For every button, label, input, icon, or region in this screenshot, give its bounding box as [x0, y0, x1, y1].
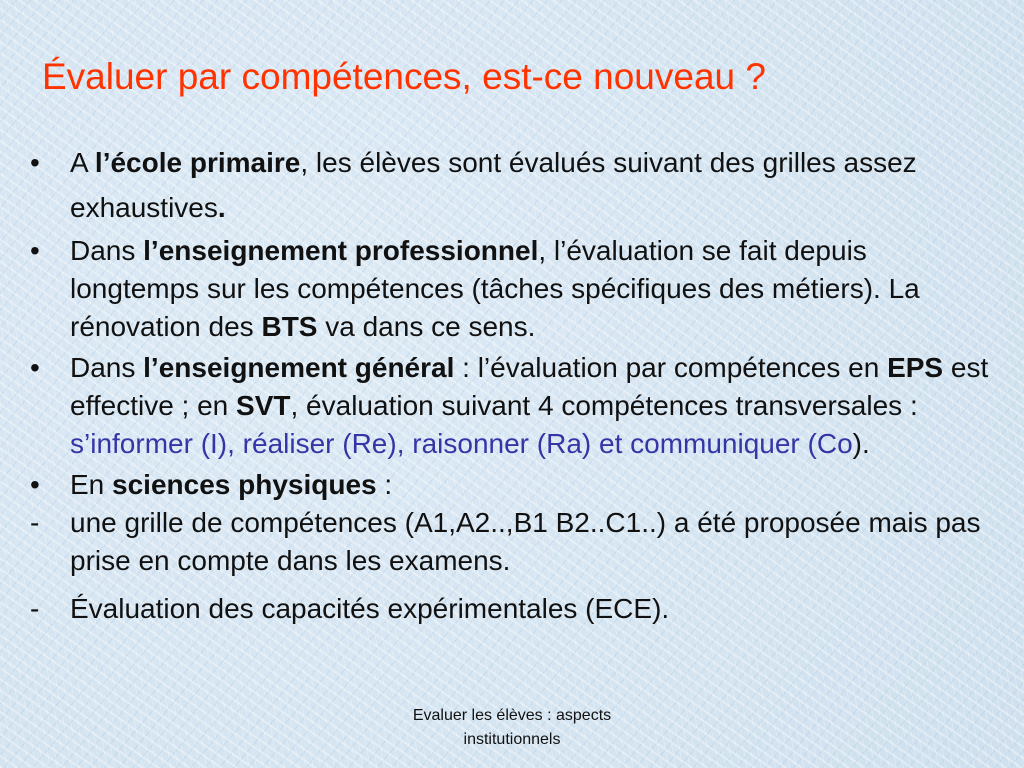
bullet-text — [70, 140, 990, 230]
bullet-marker: • — [30, 147, 40, 178]
slide-footer — [372, 704, 652, 752]
dash-text: une grille de compétences (A1,A2..,B1 B2..C1..) a été proposée mais pas prise en compte dans les examens. — [70, 507, 981, 576]
bullet-text — [70, 232, 990, 346]
text-run: Dans — [70, 235, 144, 266]
bold-run: sciences physiques — [112, 469, 377, 500]
text-run: ). — [852, 428, 870, 459]
bullet-marker: • — [30, 235, 40, 266]
bullet-item-vocational-education — [30, 232, 990, 346]
dash-marker: - — [30, 507, 40, 538]
text-run: , évaluation suivant 4 compétences transversales : — [290, 390, 918, 421]
bullet-text — [70, 349, 990, 463]
bullet-text — [70, 466, 990, 504]
bold-run: BTS — [261, 311, 318, 342]
text-run: : — [376, 469, 393, 500]
slide-title: Évaluer par compétences, est-ce nouveau ? — [42, 56, 766, 97]
bullet-item-general-education — [30, 349, 990, 463]
bold-run: l’enseignement professionnel — [143, 235, 539, 266]
dash-item-competency-grid — [30, 504, 990, 580]
footer-line: institutionnels — [463, 731, 561, 748]
bullet-item-primary-school — [30, 140, 990, 230]
bold-run: . — [217, 192, 226, 223]
dash-marker: - — [30, 593, 40, 624]
text-run: va dans ce sens. — [317, 311, 536, 342]
text-run: : l’évaluation par compétences en — [454, 352, 888, 383]
bold-run: SVT — [236, 390, 291, 421]
bold-run: EPS — [887, 352, 944, 383]
dash-item-ece — [30, 590, 990, 628]
text-run: , l’évaluation se fait depuis longtemps sur les compétences (tâches spécifiques des métiers). La rénovation des — [70, 235, 920, 342]
dash-text: Évaluation des capacités expérimentales (ECE). — [70, 593, 670, 624]
bold-run: l’école primaire — [94, 147, 301, 178]
bullet-item-physical-sciences — [30, 466, 990, 504]
text-run: Dans — [70, 352, 144, 383]
slide-content — [30, 140, 990, 628]
bullet-marker: • — [30, 352, 40, 383]
bullet-marker: • — [30, 469, 40, 500]
text-run: est effective ; en — [70, 352, 989, 421]
footer-line: Evaluer les élèves : aspects — [412, 707, 612, 724]
text-run: , les élèves sont évalués suivant des grilles assez exhaustives — [70, 147, 917, 223]
text-run: A — [70, 147, 95, 178]
highlight-run: s’informer (I), réaliser (Re), raisonner (Ra) et communiquer (Co — [70, 428, 853, 459]
text-run: En — [70, 469, 113, 500]
bold-run: l’enseignement général — [143, 352, 455, 383]
